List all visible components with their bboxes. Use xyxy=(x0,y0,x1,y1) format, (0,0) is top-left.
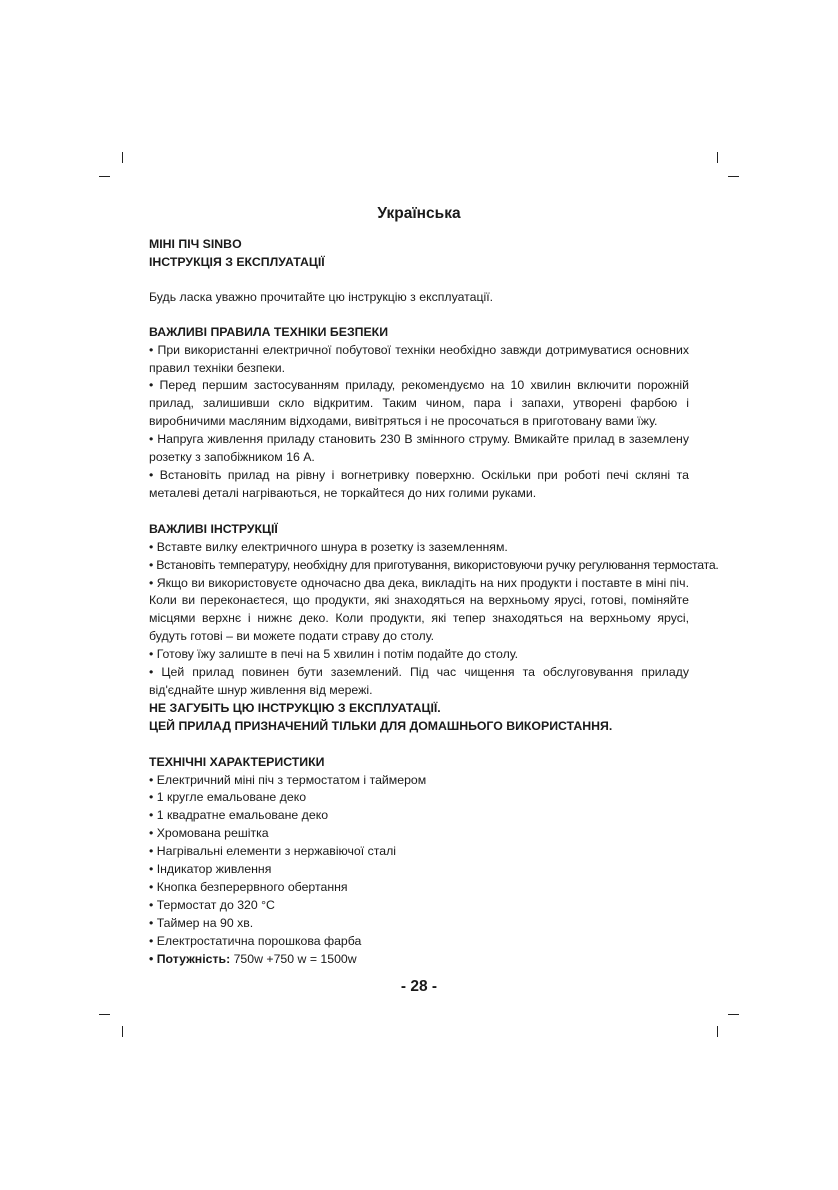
crop-mark xyxy=(717,152,718,163)
spec-item: • Електростатична порошкова фарба xyxy=(149,933,362,948)
spec-item: • 1 кругле емальоване деко xyxy=(149,790,307,805)
warning-household-use: ЦЕЙ ПРИЛАД ПРИЗНАЧЕНИЙ ТІЛЬКИ ДЛЯ ДОМАШНЬОГО ВИКОРИСТАННЯ. xyxy=(149,718,613,733)
crop-mark xyxy=(99,176,110,177)
crop-mark xyxy=(122,152,123,163)
spec-item: • Кнопка безперервного обертання xyxy=(149,880,348,894)
crop-mark xyxy=(717,1026,718,1037)
spec-item: • Нагрівальні елементи з нержавіючої сталі xyxy=(149,844,396,859)
instructions-heading: ВАЖЛИВІ ІНСТРУКЦІЇ xyxy=(149,521,278,536)
document-body xyxy=(149,236,719,969)
product-name: МІНІ ПІЧ SINBO xyxy=(149,237,242,251)
page-number: - 28 - xyxy=(400,978,438,995)
spec-item: • 1 квадратне емальоване деко xyxy=(149,808,329,823)
safety-item: • Перед першим застосуванням приладу, рекомендуємо на 10 хвилин включити порожній прилад, залишивши скло відкритим. Таким чином, пара і запахи, утворені фарбою і виробничими масляним відходами, вивітряться і не просочаться в приготовану вами їжу. xyxy=(149,378,689,429)
instruction-item: • Цей прилад повинен бути заземлений. Під час чищення та обслуговування приладу від'єднайте шнур живлення від мережі. xyxy=(149,665,689,697)
spec-item: • Хромована решітка xyxy=(149,826,269,841)
instruction-item: • Встановіть температуру, необхідну для приготування, використовуючи ручку регулювання термостата. xyxy=(149,557,719,572)
spec-item: • Електричний міні піч з термостатом і таймером xyxy=(149,772,427,787)
specs-heading: ТЕХНІЧНІ ХАРАКТЕРИСТИКИ xyxy=(149,754,325,769)
safety-heading: ВАЖЛИВІ ПРАВИЛА ТЕХНІКИ БЕЗПЕКИ xyxy=(149,324,389,339)
safety-item: • Напруга живлення приладу становить 230 В змінного струму. Вмикайте прилад в заземлену розетку з запобіжником 16 А. xyxy=(149,432,689,465)
warning-keep-manual: НЕ ЗАГУБІТЬ ЦЮ ІНСТРУКЦІЮ З ЕКСПЛУАТАЦІЇ. xyxy=(149,700,441,715)
power-label: • Потужність: xyxy=(149,951,231,966)
manual-subtitle: ІНСТРУКЦІЯ З ЕКСПЛУАТАЦІЇ xyxy=(149,254,325,269)
crop-mark xyxy=(728,1014,739,1015)
instruction-item: • Вставте вилку електричного шнура в розетку із заземленням. xyxy=(149,539,508,554)
page-title: Українська xyxy=(377,205,461,222)
spec-item: • Індикатор живлення xyxy=(149,862,272,877)
power-value: 750w +750 w = 1500w xyxy=(230,951,357,966)
spec-power xyxy=(149,951,689,969)
crop-mark xyxy=(122,1026,123,1037)
spec-item: • Таймер на 90 хв. xyxy=(149,915,254,930)
spec-item: • Термостат до 320 °С xyxy=(149,897,275,912)
instruction-item: • Готову їжу залиште в печі на 5 хвилин і потім подайте до столу. xyxy=(149,647,519,662)
safety-item: • При використанні електричної побутової техніки необхідно завжди дотримуватися основних правил техніки безпеки. xyxy=(149,342,689,375)
intro-text: Будь ласка уважно прочитайте цю інструкцію з експлуатації. xyxy=(149,289,494,304)
instruction-item: • Якщо ви використовуєте одночасно два дека, викладіть на них продукти і поставте в міні піч. Коли ви переконаєтеся, що продукти, які знаходяться на верхньому ярусі, готові, поміняйте місцями верхнє і нижнє деко. Коли продукти, які тепер знаходяться на верхньому ярусі, будуть готові – ви можете подати страву до столу. xyxy=(149,575,689,644)
crop-mark xyxy=(728,176,739,177)
safety-item: • Встановіть прилад на рівну і вогнетривку поверхню. Оскільки при роботі печі скляні та металеві деталі нагріваються, не торкайтеся до них голими руками. xyxy=(149,467,689,500)
crop-mark xyxy=(99,1014,110,1015)
